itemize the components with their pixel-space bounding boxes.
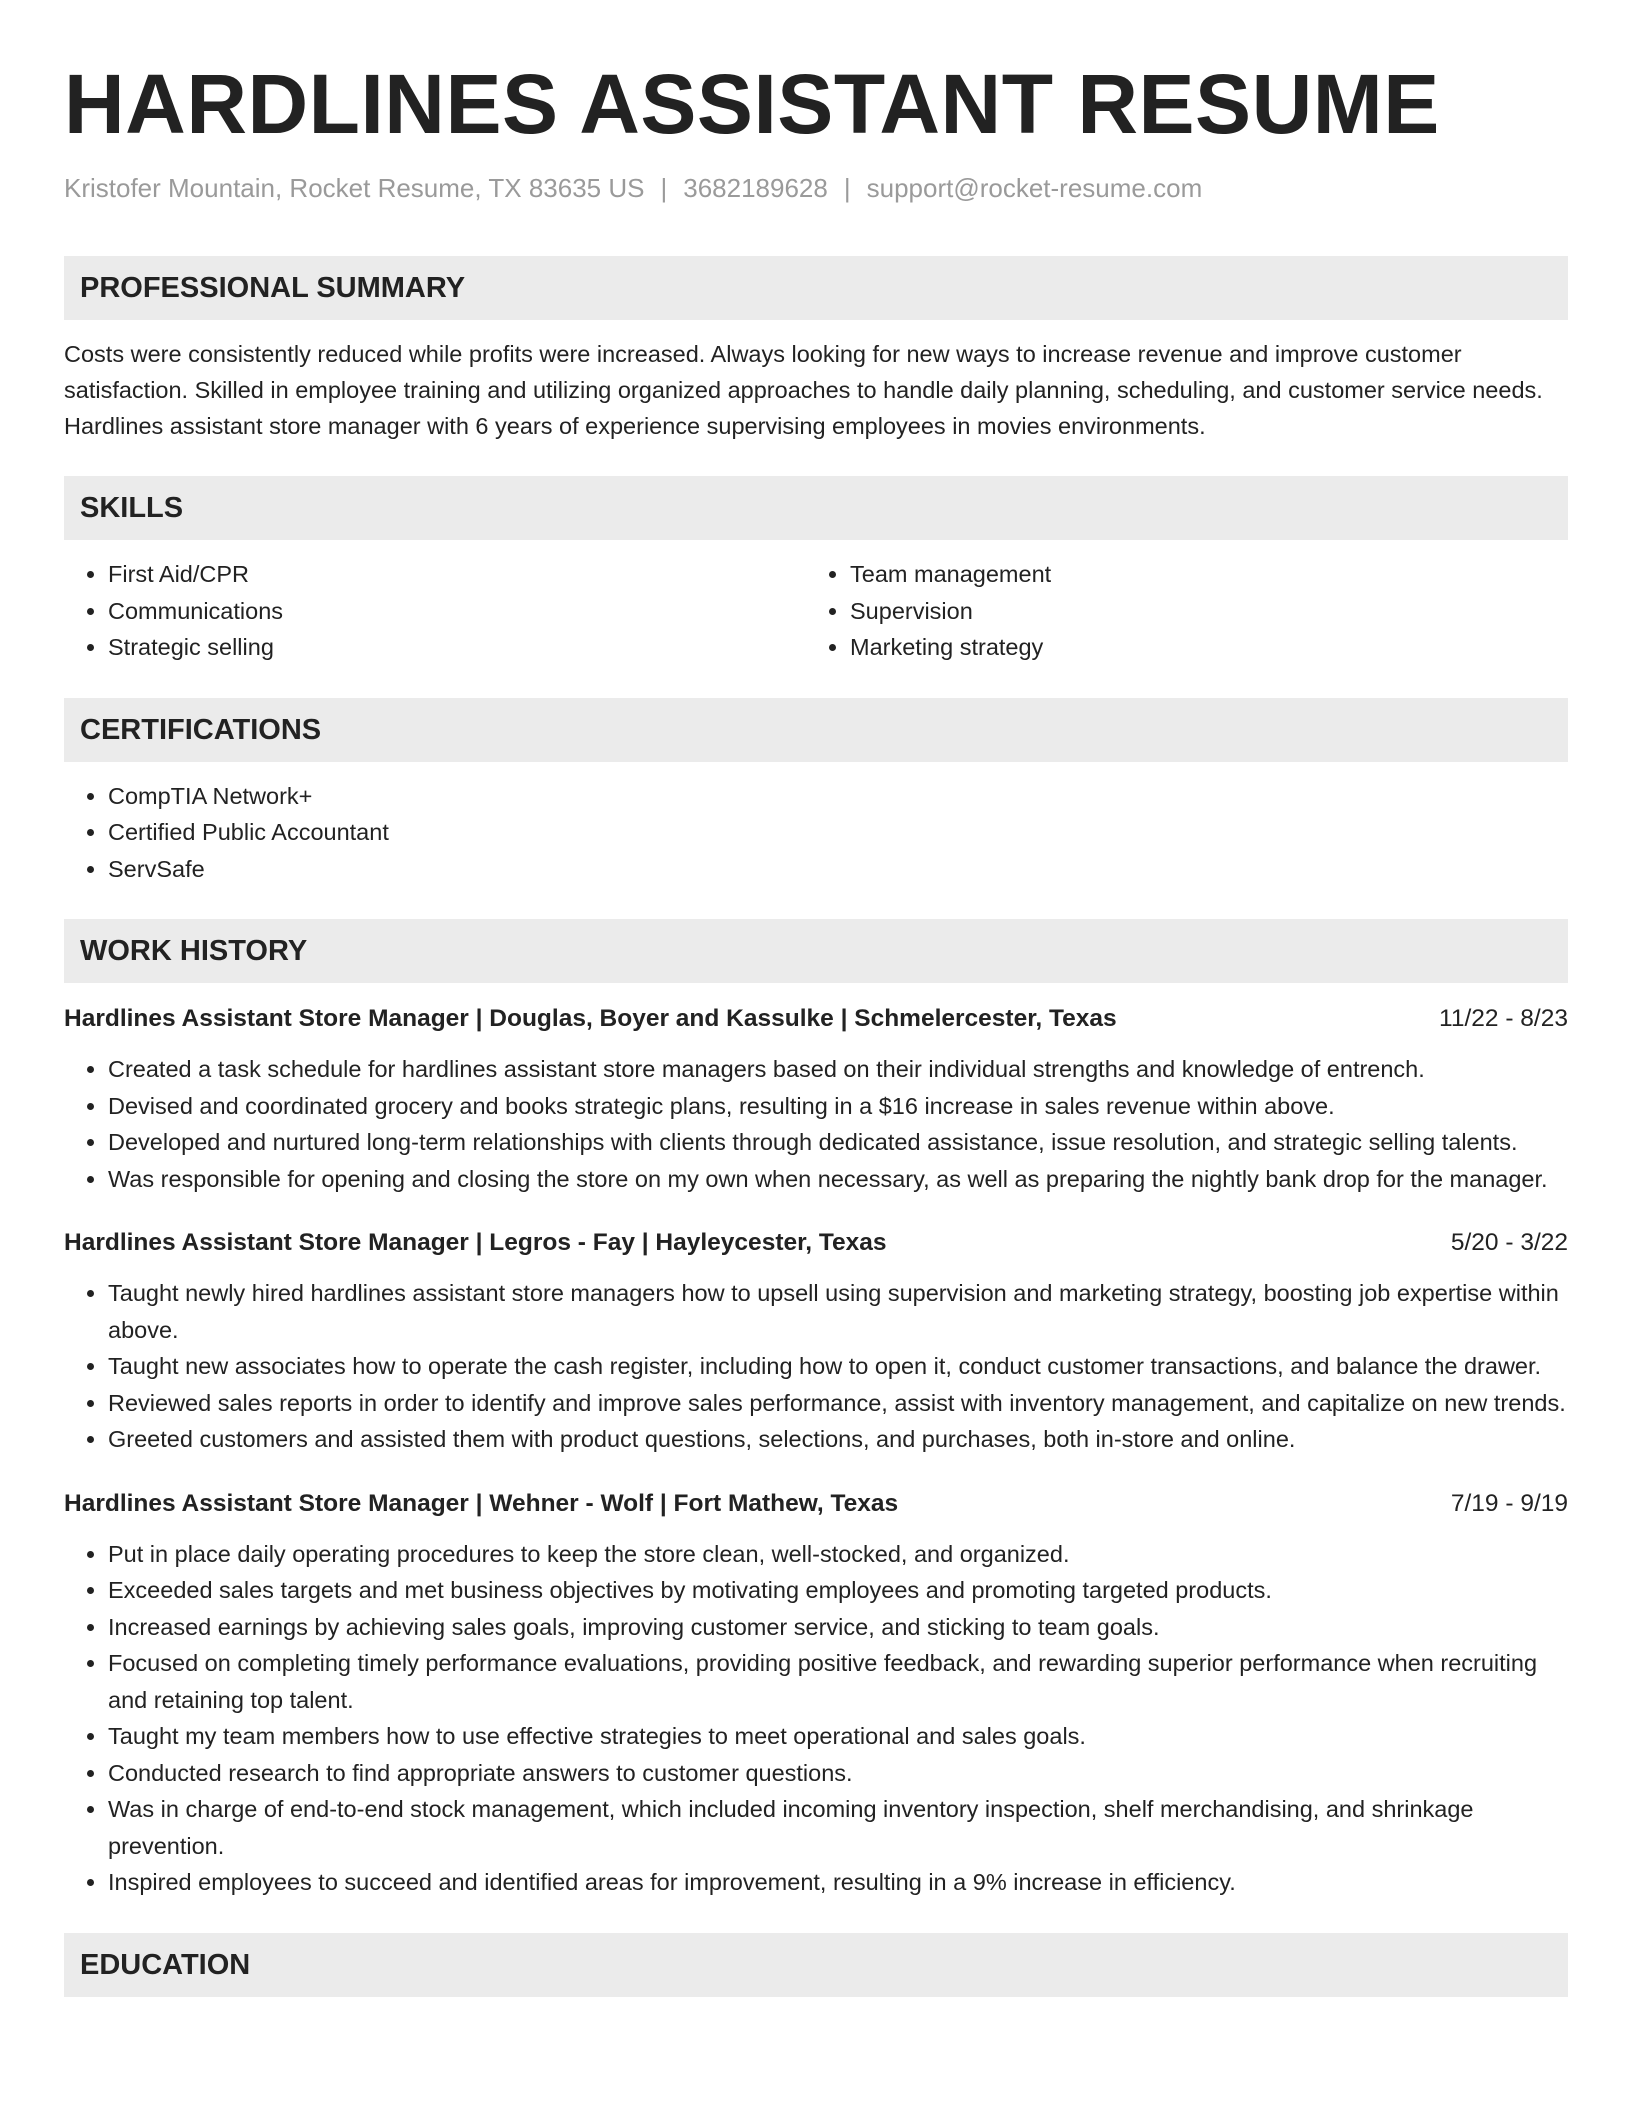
skill-item: • Strategic selling	[108, 629, 806, 666]
job-bullet: • Created a task schedule for hardlines assistant store managers based on their individual strengths and knowledge of entrench.	[108, 1051, 1568, 1088]
job-bullet: • Taught my team members how to use effective strategies to meet operational and sales goals.	[108, 1718, 1568, 1755]
skills-heading: SKILLS	[64, 476, 1568, 540]
job-header	[64, 1227, 1568, 1259]
education-heading: EDUCATION	[64, 1933, 1568, 1997]
contact-separator: |	[843, 173, 851, 203]
contact-line	[64, 172, 1568, 204]
job-bullet: • Exceeded sales targets and met business objectives by motivating employees and promoting targeted products.	[108, 1572, 1568, 1609]
contact-address: Kristofer Mountain, Rocket Resume, TX 83635 US	[64, 173, 645, 203]
summary-text: Costs were consistently reduced while profits were increased. Always looking for new ways to increase revenue and improve customer satisfaction. Skilled in employee training and utilizing organized approaches to handle daily planning, scheduling, and customer service needs. Hardlines assistant store manager with 6 years of experience supervising employees in movies environments.	[64, 341, 1543, 439]
job-bullet: • Conducted research to find appropriate answers to customer questions.	[108, 1755, 1568, 1792]
job-bullet: • Developed and nurtured long-term relationships with clients through dedicated assistance, issue resolution, and strategic selling talents.	[108, 1124, 1568, 1161]
job-header	[64, 1488, 1568, 1520]
skills-list-left	[64, 556, 806, 666]
job-entry	[64, 1003, 1568, 1197]
job-dates: 5/20 - 3/22	[1450, 1229, 1568, 1256]
job-bullet: • Taught newly hired hardlines assistant store managers how to upsell using supervision and marketing strategy, boosting job expertise within above.	[108, 1275, 1568, 1348]
job-entry	[64, 1227, 1568, 1458]
job-bullet: • Devised and coordinated grocery and books strategic plans, resulting in a $16 increase in sales revenue within above.	[108, 1088, 1568, 1125]
job-bullet: • Inspired employees to succeed and identified areas for improvement, resulting in a 9% increase in efficiency.	[108, 1864, 1568, 1901]
job-title: Hardlines Assistant Store Manager | Legros - Fay | Hayleycester, Texas	[64, 1229, 887, 1256]
contact-separator: |	[660, 173, 668, 203]
certification-item: • Certified Public Accountant	[108, 814, 1568, 851]
job-entry	[64, 1488, 1568, 1901]
job-bullet: • Taught new associates how to operate the cash register, including how to open it, conduct customer transactions, and balance the drawer.	[108, 1348, 1568, 1385]
certifications-heading: CERTIFICATIONS	[64, 698, 1568, 762]
job-bullet: • Was in charge of end-to-end stock management, which included incoming inventory inspection, shelf merchandising, and shrinkage prevention.	[108, 1791, 1568, 1864]
job-bullet: • Was responsible for opening and closing the store on my own when necessary, as well as preparing the nightly bank drop for the manager.	[108, 1161, 1568, 1198]
skill-item: • Team management	[850, 556, 1548, 593]
certification-item: • ServSafe	[108, 851, 1568, 888]
job-header	[64, 1003, 1568, 1035]
skills-list-right	[806, 556, 1548, 666]
contact-phone: 3682189628	[683, 173, 828, 203]
job-bullet: • Greeted customers and assisted them with product questions, selections, and purchases, both in-store and online.	[108, 1421, 1568, 1458]
summary-heading: PROFESSIONAL SUMMARY	[64, 256, 1568, 320]
certifications-list	[64, 778, 1568, 888]
job-title: Hardlines Assistant Store Manager | Wehner - Wolf | Fort Mathew, Texas	[64, 1489, 899, 1517]
skill-item: • First Aid/CPR	[108, 556, 806, 593]
job-bullets	[64, 1536, 1568, 1901]
job-title: Hardlines Assistant Store Manager | Douglas, Boyer and Kassulke | Schmelercester, Texas	[64, 1005, 1117, 1032]
skill-item: • Marketing strategy	[850, 629, 1548, 666]
job-bullet: • Increased earnings by achieving sales goals, improving customer service, and sticking to team goals.	[108, 1609, 1568, 1646]
skills-columns	[64, 540, 1568, 666]
contact-email: support@rocket-resume.com	[866, 173, 1203, 203]
job-bullet: • Reviewed sales reports in order to identify and improve sales performance, assist with inventory management, and capitalize on new trends.	[108, 1385, 1568, 1422]
job-dates: 7/19 - 9/19	[1450, 1489, 1568, 1517]
job-bullet: • Put in place daily operating procedures to keep the store clean, well-stocked, and organized.	[108, 1536, 1568, 1573]
job-dates: 11/22 - 8/23	[1439, 1005, 1568, 1032]
job-bullets	[64, 1051, 1568, 1197]
work-history-heading: WORK HISTORY	[64, 919, 1568, 983]
certification-item: • CompTIA Network+	[108, 778, 1568, 815]
skill-item: • Communications	[108, 593, 806, 630]
skill-item: • Supervision	[850, 593, 1548, 630]
resume-title: HARDLINES ASSISTANT RESUME	[64, 57, 1440, 151]
job-bullet: • Focused on completing timely performance evaluations, providing positive feedback, and rewarding superior performance when recruiting and retaining top talent.	[108, 1645, 1568, 1718]
job-bullets	[64, 1275, 1568, 1458]
